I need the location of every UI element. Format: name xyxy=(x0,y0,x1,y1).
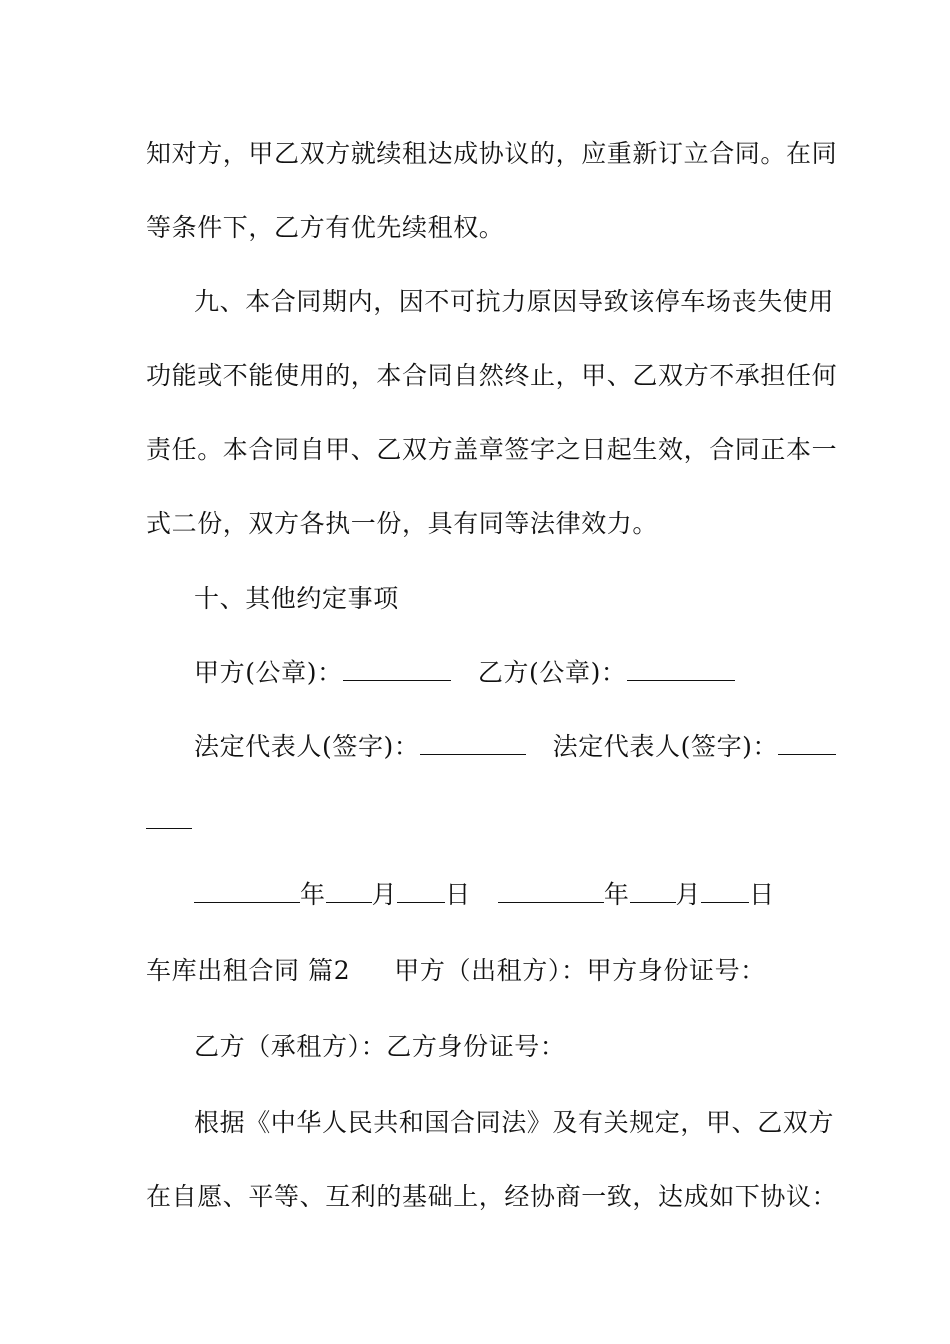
party-a-month-blank xyxy=(326,880,372,903)
date-line xyxy=(194,879,775,911)
party-b-year-blank xyxy=(498,880,604,903)
party-b-day-blank xyxy=(701,880,749,903)
party-a-representative-blank xyxy=(420,732,526,755)
month-label: 月 xyxy=(675,880,702,909)
day-label: 日 xyxy=(445,880,471,909)
party-a-representative-label: 法定代表人(签字)： xyxy=(194,732,420,761)
party-b-representative-blank xyxy=(778,732,836,755)
day-label: 日 xyxy=(749,880,775,909)
party-b-month-blank xyxy=(630,880,676,903)
clause-10-heading: 十、其他约定事项 xyxy=(194,584,399,613)
party-a-day-blank xyxy=(397,880,445,903)
party-b-seal-label: 乙方(公章)： xyxy=(477,658,627,687)
contract-2-intro-line: 根据《中华人民共和国合同法》及有关规定，甲、乙双方 xyxy=(194,1108,835,1137)
paragraph-line: 功能或不能使用的，本合同自然终止，甲、乙双方不承担任何 xyxy=(146,361,838,390)
party-b-seal-blank xyxy=(627,658,735,681)
representative-line xyxy=(194,731,836,763)
contract-2-header-line xyxy=(146,955,766,987)
party-b-representative-blank-cont xyxy=(146,806,192,829)
party-a-seal-blank xyxy=(343,658,451,681)
contract-2-title: 车库出租合同 篇2 xyxy=(146,956,351,985)
year-label: 年 xyxy=(300,880,326,909)
contract-2-intro-line: 在自愿、平等、互利的基础上，经协商一致，达成如下协议： xyxy=(146,1182,838,1211)
party-b-representative-label: 法定代表人(签字)： xyxy=(552,732,779,761)
contract-2-party-b: 乙方（承租方）：乙方身份证号： xyxy=(194,1032,566,1061)
contract-2-party-a: 甲方（出租方）：甲方身份证号： xyxy=(394,956,766,985)
month-label: 月 xyxy=(371,880,398,909)
paragraph-line: 等条件下，乙方有优先续租权。 xyxy=(146,213,505,242)
clause-9-line: 九、本合同期内，因不可抗力原因导致该停车场丧失使用 xyxy=(194,287,835,316)
paragraph-line: 知对方，甲乙双方就续租达成协议的，应重新订立合同。在同 xyxy=(146,139,838,168)
paragraph-line: 式二份，双方各执一份，具有同等法律效力。 xyxy=(146,509,659,538)
party-a-seal-label: 甲方(公章)： xyxy=(194,658,343,687)
representative-blank-continuation xyxy=(146,805,192,837)
party-a-year-blank xyxy=(194,880,300,903)
paragraph-line: 责任。本合同自甲、乙双方盖章签字之日起生效，合同正本一 xyxy=(146,435,838,464)
seal-line xyxy=(194,657,735,689)
year-label: 年 xyxy=(603,880,630,909)
